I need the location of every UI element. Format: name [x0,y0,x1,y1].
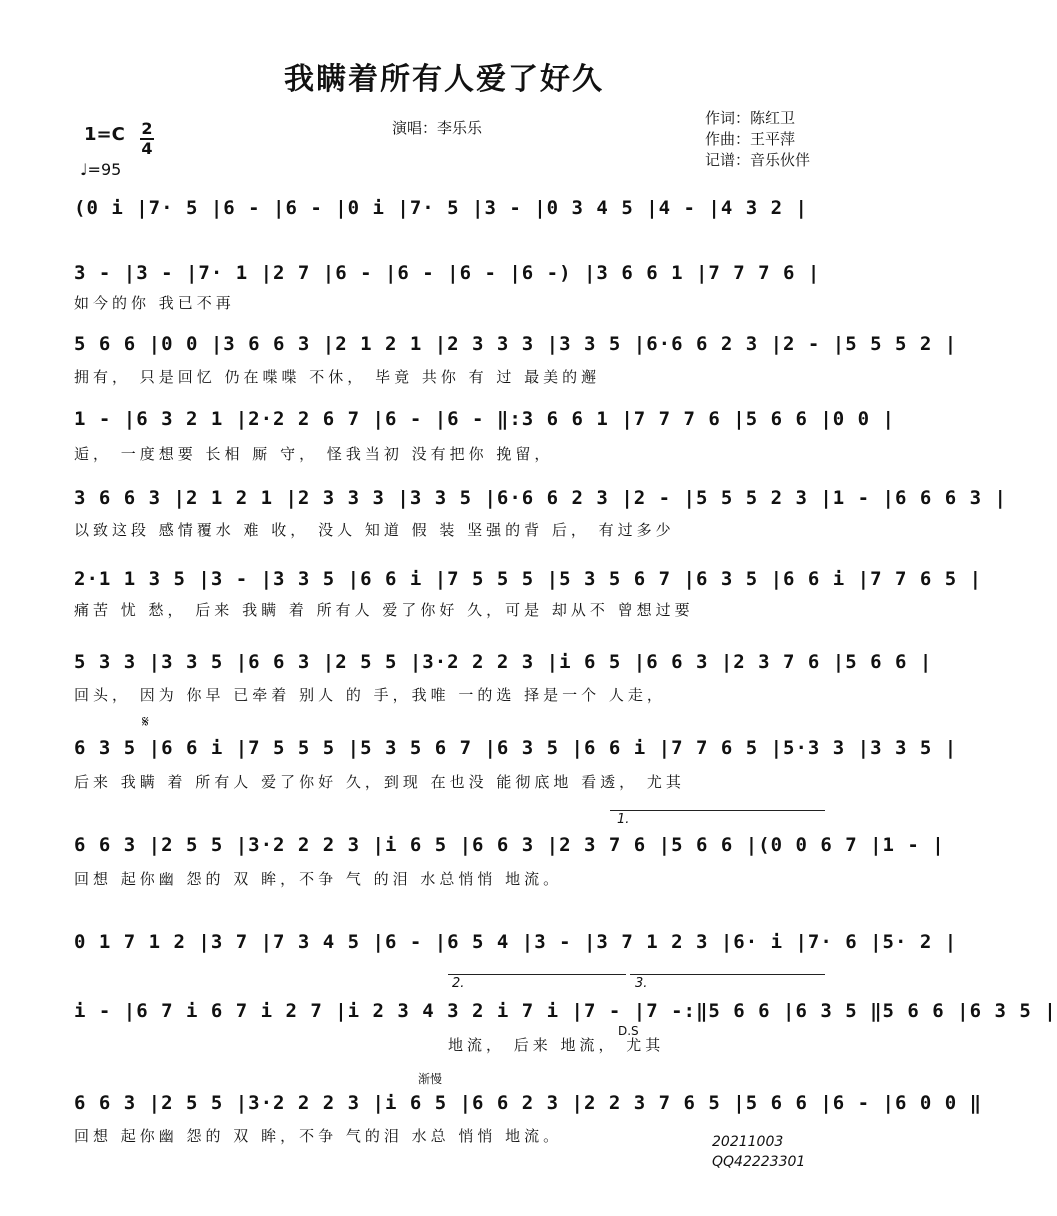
footer-qq: QQ42223301 [712,1154,806,1170]
volta-1-bracket [610,810,825,811]
notation-row-5: 3 6 6 3 |2 1 2 1 |2 3 3 3 |3 3 5 |6·6 6 2 3 |2 - |5 5 5 2 3 |1 - |6 6 6 3 | [74,487,1007,509]
segno-sign: 𝄋 [142,712,149,731]
lyrics-row-2: 如今的你 我已不再 [74,294,235,312]
time-signature-top: 2 [141,119,153,138]
time-signature [140,120,154,158]
notation-row-2: 3 - |3 - |7· 1 |2 7 |6 - |6 - |6 - |6 -) |3 6 6 1 |7 7 7 6 | [74,262,821,284]
time-signature-bottom: 4 [141,139,153,158]
ritardando-marking: 渐慢 [418,1072,443,1086]
lyrics-row-4: 逅， 一度想要 长相 厮 守， 怪我当初 没有把你 挽留， [74,445,554,463]
footer-date: 20211003 [712,1134,784,1150]
lyrics-row-9: 回想 起你幽 怨的 双 眸，不争 气 的泪 水总悄悄 地流。 [74,870,563,888]
notation-row-8: 6 3 5 |6 6 i |7 5 5 5 |5 3 5 6 7 |6 3 5 |6 6 i |7 7 6 5 |5·3 3 |3 3 5 | [74,737,958,759]
volta-2-label: 2. [452,976,465,991]
notation-row-1: (0 i |7· 5 |6 - |6 - |0 i |7· 5 |3 - |0 3 4 5 |4 - |4 3 2 | [74,197,808,219]
footer-stamp [712,1132,805,1172]
key-signature: 1=C [84,124,125,145]
singer-credit: 演唱：李乐乐 [392,119,483,137]
ds-marking: D.S [618,1024,639,1038]
lyrics-row-7: 回头， 因为 你早 已牵着 别人 的 手，我唯 一的选 择是一个 人走， [74,686,666,704]
notation-row-6: 2·1 1 3 5 |3 - |3 3 5 |6 6 i |7 5 5 5 |5 3 5 6 7 |6 3 5 |6 6 i |7 7 6 5 | [74,568,983,590]
notation-row-4: 1 - |6 3 2 1 |2·2 2 6 7 |6 - |6 - ‖:3 6 6 1 |7 7 7 6 |5 6 6 |0 0 | [74,408,895,430]
lyrics-row-12: 回想 起你幽 怨的 双 眸，不争 气的泪 水总 悄悄 地流。 [74,1127,563,1145]
lyrics-row-3: 拥有， 只是回忆 仍在喋喋 不休， 毕竟 共你 有 过 最美的邂 [74,368,601,386]
volta-2-bracket [448,974,626,975]
composer-credit: 作曲：王平萍 [705,130,796,148]
lyrics-row-11: 地流， 后来 地流， 尤其 [448,1036,665,1054]
notation-credit: 记谱：音乐伙伴 [705,151,811,169]
notation-row-11: i - |6 7 i 6 7 i 2 7 |i 2 3 4 3 2 i 7 i |7 - |7 -:‖5 6 6 |6 3 5 ‖5 6 6 |6 3 5 | [74,1000,1057,1022]
volta-1-label: 1. [617,812,630,827]
volta-3-label: 3. [635,976,648,991]
lyrics-row-1 [74,226,824,248]
lyrics-row-6: 痛苦 忧 愁， 后来 我瞒 着 所有人 爱了你好 久，可是 却从不 曾想过要 [74,601,694,619]
notation-row-10: 0 1 7 1 2 |3 7 |7 3 4 5 |6 - |6 5 4 |3 - |3 7 1 2 3 |6· i |7· 6 |5· 2 | [74,931,958,953]
notation-row-9: 6 6 3 |2 5 5 |3·2 2 2 3 |i 6 5 |6 6 3 |2 3 7 6 |5 6 6 |(0 0 6 7 |1 - | [74,834,945,856]
lyrics-row-8: 后来 我瞒 着 所有人 爱了你好 久，到现 在也没 能彻底地 看透， 尤其 [74,773,685,791]
notation-row-12: 6 6 3 |2 5 5 |3·2 2 2 3 |i 6 5 |6 6 2 3 |2 2 3 7 6 5 |5 6 6 |6 - |6 0 0 ‖ [74,1092,983,1114]
tempo-marking: ♩=95 [80,160,122,179]
credits-block [705,108,810,171]
notation-row-7: 5 3 3 |3 3 5 |6 6 3 |2 5 5 |3·2 2 2 3 |i 6 5 |6 6 3 |2 3 7 6 |5 6 6 | [74,651,933,673]
notation-row-3: 5 6 6 |0 0 |3 6 6 3 |2 1 2 1 |2 3 3 3 |3 3 5 |6·6 6 2 3 |2 - |5 5 5 2 | [74,333,958,355]
lyricist-credit: 作词：陈红卫 [705,109,796,127]
volta-3-bracket [630,974,825,975]
song-title: 我瞒着所有人爱了好久 [284,62,604,97]
lyrics-row-5: 以致这段 感情覆水 难 收， 没人 知道 假 装 坚强的背 后， 有过多少 [74,521,675,539]
